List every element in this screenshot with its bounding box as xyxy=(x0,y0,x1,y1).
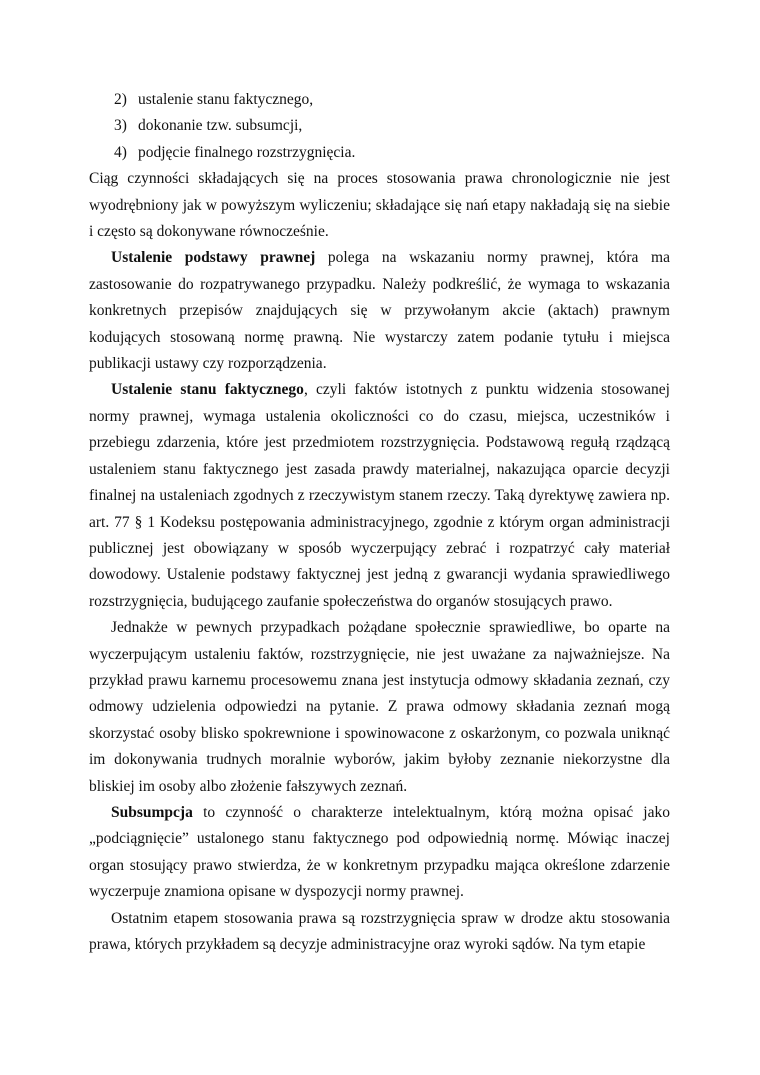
paragraph-legal-basis xyxy=(89,245,670,377)
list-item-number: 2) xyxy=(114,91,127,108)
paragraph-term: Ustalenie podstawy prawnej xyxy=(111,249,316,267)
paragraph-term: Ustalenie stanu faktycznego xyxy=(111,381,304,399)
list-item xyxy=(89,113,670,139)
paragraph-subsumption xyxy=(89,800,670,906)
paragraph-text: polega na wskazaniu normy prawnej, która ma zastosowanie do rozpatrywanego przypadku. Należy podkreślić, że wymaga to wskazania konkretnych przepisów znajdujących się w przywołanym akcie (aktach) prawnym kodujących stosowaną normę prawną. Nie wystarczy zatem podanie tytułu i miejsca publikacji ustawy czy rozporządzenia. xyxy=(89,249,670,373)
paragraph-facts xyxy=(89,377,670,615)
list-item xyxy=(89,140,670,166)
paragraph-text: Jednakże w pewnych przypadkach pożądane społecznie sprawiedliwe, bo oparte na wyczerpującym ustaleniu faktów, rozstrzygnięcie, nie jest uważane za najważniejsze. Na przykład prawu karnemu procesowemu znana jest instytucja odmowy składania zeznań, czy odmowy udzielenia odpowiedzi na pytanie. Z prawa odmowy składania zeznań mogą skorzystać osoby blisko spokrewnione i spowinowacone z oskarżonym, co pozwala uniknąć im dokonywania trudnych moralnie wyborów, jakim byłoby zeznanie niekorzystne dla bliskiej im osoby albo złożenie fałszywych zeznań. xyxy=(89,619,670,795)
list-item xyxy=(89,87,670,113)
paragraph-process-overview xyxy=(89,166,670,245)
paragraph-final-stage xyxy=(89,906,670,959)
paragraph-exceptions xyxy=(89,615,670,800)
list-item-text: dokonanie tzw. subsumcji, xyxy=(138,117,303,135)
paragraph-text: Ostatnim etapem stosowania prawa są rozstrzygnięcia spraw w drodze aktu stosowania prawa, których przykładem są decyzje administracyjne oraz wyroki sądów. Na tym etapie xyxy=(89,909,670,953)
list-item-text: ustalenie stanu faktycznego, xyxy=(138,91,314,108)
document-body xyxy=(89,87,670,958)
list-item-text: podjęcie finalnego rozstrzygnięcia. xyxy=(138,143,356,161)
paragraph-text: to czynność o charakterze intelektualnym, którą można opisać jako „podciągnięcie” ustalonego stanu faktycznego pod odpowiednią normę. Mówiąc inaczej organ stosujący prawo stwierdza, że w konkretnym przypadku mająca określone zdarzenie wyczerpuje znamiona opisane w dyspozycji normy prawnej. xyxy=(89,803,670,901)
list-item-number: 4) xyxy=(114,143,127,161)
paragraph-term: Subsumpcja xyxy=(111,803,193,821)
list-item-number: 3) xyxy=(114,117,127,135)
paragraph-text: , czyli faktów istotnych z punktu widzenia stosowanej normy prawnej, wymaga ustalenia okoliczności co do czasu, miejsca, uczestników i przebiegu zdarzenia, które jest przedmiotem rozstrzygnięcia. Podstawową regułą rządzącą ustaleniem stanu faktycznego jest zasada prawdy materialnej, nakazująca oparcie decyzji finalnej na ustaleniach zgodnych z rzeczywistym stanem rzeczy. Taką dyrektywę zawiera np. art. 77 § 1 Kodeksu postępowania administracyjnego, zgodnie z którym organ administracji publicznej jest obowiązany w sposób wyczerpujący zebrać i rozpatrzyć cały materiał dowodowy. Ustalenie podstawy faktycznej jest jedną z gwarancji wydania sprawiedliwego rozstrzygnięcia, budującego zaufanie społeczeństwa do organów stosujących prawo. xyxy=(89,381,670,610)
paragraph-text: Ciąg czynności składających się na proces stosowania prawa chronologicznie nie jest wyodrębniony jak w powyższym wyliczeniu; składające się nań etapy nakładają się na siebie i często są dokonywane równocześnie. xyxy=(89,170,670,241)
